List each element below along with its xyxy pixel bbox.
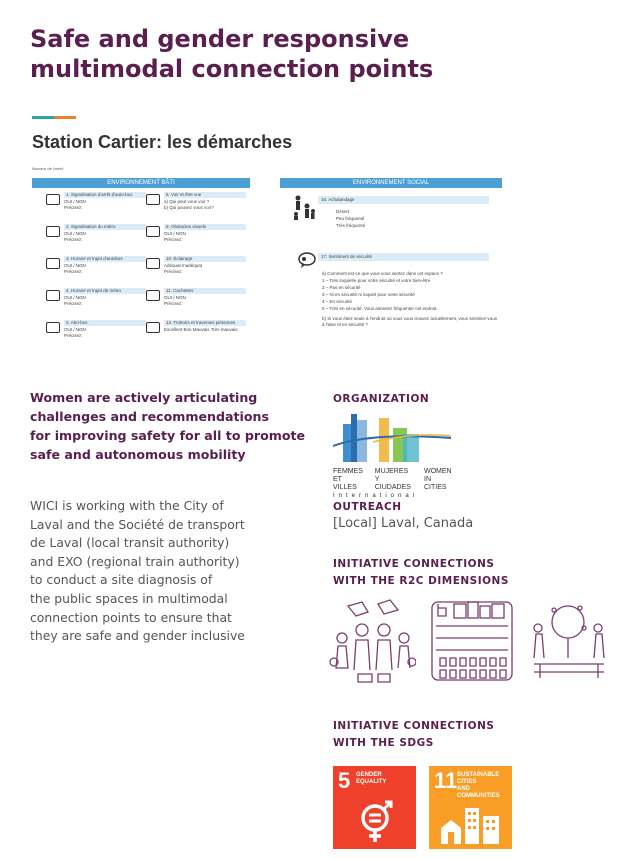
form-item bbox=[64, 192, 146, 211]
scale-4: 4 – En sécurité bbox=[322, 299, 353, 304]
body-line: they are safe and gender inclusive bbox=[30, 628, 245, 644]
achalandage-options bbox=[336, 208, 365, 229]
option-peu: Peu fréquenté bbox=[336, 216, 365, 221]
form-item-note: Précisez: bbox=[64, 301, 83, 306]
scale-5: 5 – Très en sécurité. Vous aimeriez fréquenter cet endroit. bbox=[322, 306, 438, 311]
title-line-2: multimodal connection points bbox=[30, 55, 434, 83]
crowd-icon bbox=[292, 194, 316, 220]
page-title bbox=[30, 24, 620, 84]
form-item-note: Précisez: bbox=[64, 269, 83, 274]
body-line: connection points to ensure that bbox=[30, 609, 232, 625]
form-item-label: 11. Cachettes bbox=[164, 288, 246, 294]
hiding-place-icon bbox=[146, 290, 160, 301]
form-item-label: 6. Voir et être vue bbox=[164, 192, 246, 198]
sdg-11-tile bbox=[429, 766, 512, 849]
sdg-label-line: AND COMMUNITIES bbox=[457, 786, 500, 799]
form-item-note: Précisez: bbox=[64, 333, 83, 338]
bus-shelter-icon bbox=[46, 322, 60, 333]
sdg-5-tile bbox=[333, 766, 416, 849]
subtitle: Station Cartier: les démarches bbox=[32, 132, 293, 152]
form-item-label: 5. Abri-bus bbox=[64, 320, 146, 326]
r2c-heading-line: INITIATIVE CONNECTIONS bbox=[333, 558, 495, 570]
form-item-answer: OUI / NON bbox=[64, 295, 86, 300]
r2c-heading bbox=[333, 556, 509, 590]
sdg-number: 5 bbox=[338, 768, 351, 793]
option-desert: Désert bbox=[336, 209, 350, 214]
city-buildings-icon bbox=[439, 800, 503, 846]
sdg-label bbox=[356, 772, 386, 786]
sdg-label-line: EQUALITY bbox=[356, 779, 387, 785]
form-item-note: Précisez: bbox=[64, 205, 83, 210]
logo-text: IN CITIES bbox=[424, 476, 447, 491]
form-item bbox=[164, 256, 246, 275]
logo-text: WOMEN bbox=[424, 468, 452, 475]
sdg-label-line: SUSTAINABLE CITIES bbox=[457, 772, 500, 785]
crosswalk-icon bbox=[146, 322, 160, 333]
title-line-1: Safe and gender responsive bbox=[30, 25, 410, 53]
body-line: and EXO (regional train authority) bbox=[30, 553, 240, 569]
form-item-answer: Adéquat Inadéquat bbox=[164, 263, 203, 268]
form-item-answer: OUI / NON bbox=[64, 327, 86, 332]
form-top-note: Numéro de l'arrêt: bbox=[32, 166, 64, 171]
sdg-label bbox=[457, 772, 512, 800]
scale-2: 2 – Pas en sécurité bbox=[322, 285, 361, 290]
lightbulb-icon bbox=[146, 258, 160, 269]
body-line: to conduct a site diagnosis of bbox=[30, 572, 213, 588]
form-item-note: Précisez: bbox=[164, 301, 183, 306]
r2c-heading-line: WITH THE R2C DIMENSIONS bbox=[333, 575, 509, 587]
sdgs-heading-line: WITH THE SDGS bbox=[333, 737, 434, 749]
option-tres: Très fréquenté bbox=[336, 223, 366, 228]
bus-stop-sign-icon bbox=[46, 194, 60, 205]
form-item bbox=[64, 320, 146, 339]
body-line: de Laval (local transit authority) bbox=[30, 535, 230, 551]
logo-text: FEMMES bbox=[333, 468, 363, 475]
accent-teal bbox=[32, 116, 54, 119]
form-right-header: ENVIRONNEMENT SOCIAL bbox=[280, 178, 502, 188]
description bbox=[30, 497, 320, 646]
body-line: Laval and the Société de transport bbox=[30, 516, 245, 532]
accent-divider bbox=[32, 116, 76, 119]
form-item bbox=[164, 320, 246, 333]
form-item bbox=[64, 224, 146, 243]
sdgs-heading bbox=[333, 718, 494, 752]
form-item-label: 1. Signalisation d'arrêt d'auto-bus bbox=[64, 192, 146, 198]
form-item bbox=[164, 288, 246, 307]
form-item-note: Précisez: bbox=[164, 237, 183, 242]
form-item-note: b) Qui pouvez vous voir? bbox=[164, 205, 214, 210]
section-sentiment: 17. Sentiment de sécurité bbox=[318, 253, 489, 261]
lead-line: Women are actively articulating bbox=[30, 390, 258, 405]
form-item-label: 10. Éclairage bbox=[164, 256, 246, 262]
form-environnement-social bbox=[280, 178, 502, 348]
form-item bbox=[164, 224, 246, 243]
form-item-answer: OUI / NON bbox=[64, 231, 86, 236]
form-left-header: ENVIRONNEMENT BÂTI bbox=[32, 178, 250, 188]
organization-heading: ORGANIZATION bbox=[333, 393, 430, 405]
form-item-answer: OUI / NON bbox=[64, 263, 86, 268]
logo-text: MUJERES bbox=[374, 468, 409, 475]
body-line: the public spaces in multimodal bbox=[30, 590, 228, 606]
form-environnement-bati bbox=[32, 166, 250, 348]
form-item-label: 2. Signalisation du métro bbox=[64, 224, 146, 230]
form-item bbox=[164, 192, 246, 211]
question-a: a) Comment est-ce que vous vous sentez dans cet espace ? bbox=[322, 271, 443, 276]
sentiment-scale bbox=[322, 270, 500, 328]
form-item-label: 4. Horaire et trajet de métro bbox=[64, 288, 146, 294]
outreach-value: [Local] Laval, Canada bbox=[333, 516, 474, 531]
eye-crossed-icon bbox=[146, 226, 160, 237]
logo-caption bbox=[333, 468, 453, 492]
r2c-park-icon bbox=[524, 598, 614, 684]
logo-international: International bbox=[333, 493, 419, 499]
accent-orange bbox=[54, 116, 76, 119]
lead-line: safe and autonomous mobility bbox=[30, 447, 246, 462]
form-item-answer: a) Qui peut vous voir ? bbox=[164, 199, 210, 204]
lead-line: for improving safety for all to promote bbox=[30, 428, 306, 443]
form-item-label: 13. Trottoirs et traverses piétonnes bbox=[164, 320, 246, 326]
speech-face-icon bbox=[298, 252, 318, 268]
form-item-answer: OUI / NON bbox=[64, 199, 86, 204]
metro-schedule-icon bbox=[46, 290, 60, 301]
scale-1: 1 – Très inquiet/e pour votre sécurité et votre bien-être bbox=[322, 278, 431, 283]
lead-statement bbox=[30, 388, 320, 464]
lead-line: challenges and recommendations bbox=[30, 409, 269, 424]
outreach-heading: OUTREACH bbox=[333, 501, 402, 513]
metro-sign-icon bbox=[46, 226, 60, 237]
form-item bbox=[64, 288, 146, 307]
eye-icon bbox=[146, 194, 160, 205]
sdg-label-line: GENDER bbox=[356, 772, 382, 778]
body-line: WICI is working with the City of bbox=[30, 498, 224, 513]
logo-text: Y CIUDADES bbox=[374, 476, 411, 491]
r2c-people-icon bbox=[328, 598, 416, 684]
form-item-note: Précisez: bbox=[164, 269, 183, 274]
bus-schedule-icon bbox=[46, 258, 60, 269]
form-item-note: Précisez: bbox=[64, 237, 83, 242]
sdgs-heading-line: INITIATIVE CONNECTIONS bbox=[333, 720, 495, 732]
form-item bbox=[64, 256, 146, 275]
question-b: b) Si vous étiez seule à l'endroit où vous vous trouvez actuellement, vous sentiriez-vous à l'aise et en sécurité ? bbox=[322, 316, 497, 327]
form-item-label: 9. Obstacles visuels bbox=[164, 224, 246, 230]
form-item-answer: OUI / NON bbox=[164, 231, 186, 236]
form-item-label: 3. Horaire et trajet d'autobus bbox=[64, 256, 146, 262]
gender-equality-icon bbox=[355, 798, 395, 846]
logo-text: ET VILLES bbox=[333, 476, 357, 491]
r2c-city-icon bbox=[428, 598, 516, 684]
form-item-note: Excellent Bon Mauvais Très mauvais bbox=[164, 327, 238, 332]
form-item-answer: OUI / NON bbox=[164, 295, 186, 300]
sdg-number: 11 bbox=[434, 768, 458, 793]
wici-logo bbox=[333, 412, 453, 499]
scale-3: 3 – Ni en sécurité ni inquiet pour votre sécurité bbox=[322, 292, 415, 297]
section-achalandage: 16. Achalandage bbox=[318, 196, 489, 204]
